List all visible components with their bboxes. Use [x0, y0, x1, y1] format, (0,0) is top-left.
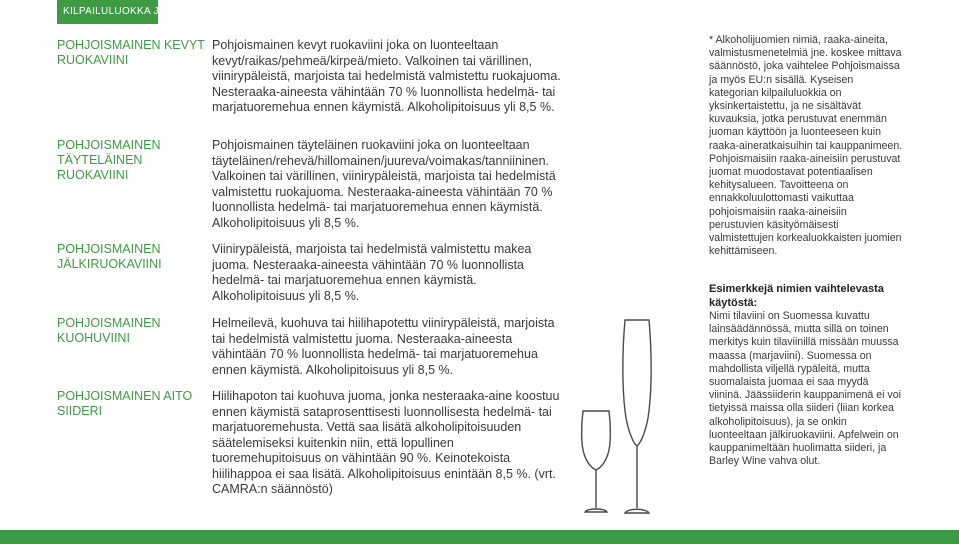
category-tab: KILPAILULUOKKA JA SELITE [57, 0, 158, 24]
category-dessert-wine-title: POHJOISMAINEN JÄLKIRUOKAVIINI [57, 242, 162, 271]
category-dessert-wine-description: Viinirypäleistä, marjoista tai hedelmistä valmistettu makea juoma. Nesteraaka-aineesta vähintään 70 % luonnollista hedelmä- tai marjatuoremehua ennen käymistä. Alkoholipitoisuus yli 8,5 %. [212, 242, 532, 303]
category-full-bodied-wine-description: Pohjoismainen täyteläinen ruokaviini joka on luonteeltaan täyteläinen/rehevä/hillomainen/juureva/voimakas/tanniininen. Valkoinen tai värillinen, viinirypäleistä, marjoista tai hedelmistä valmistettu ruokajuoma. Nesteraaka-aineesta vähintään 70 % luonnollista hedelmä- tai marjatuoremehua ennen käymistä. Alkoholipitoisuus yli 8,5 %. [212, 138, 556, 230]
examples-text: Nimi tilaviini on Suomessa kuvattu lainsäädännössä, mutta sillä on toinen merkitys kuin tilaviinillä missään muussa maassa (marjaviini). Suomessa on mahdollista viljellä rypäleitä, mutta suomalaista juomaa ei saa myydä viininä. Jäässiiderin kauppanimenä ei voi tietyissä maissa olla siideri (liian korkea alkoholipitoisuus), ja se onkin luonteeltaan jälkiruokaviini. Apfelwein on kauppanimeltään huolimatta siideri, ja Barley Wine vahva olut. [709, 310, 901, 468]
footnote [709, 34, 904, 258]
champagne-flute-icon [617, 318, 657, 518]
category-light-wine-title: POHJOISMAINEN KEVYT RUOKAVIINI [57, 38, 205, 67]
category-cider-description: Hiilihapoton tai kuohuva juoma, jonka nesteraaka-aine koostuu ennen käymistä sataprosenttisesti luonnollisesta hedelmä- tai marjatuoremehusta. Vettä saa lisätä alkoholipitoisuuden säätelemiseksi kuitenkin niin, että lopullinen tuoremehupitoisuus on vähintään 90 %. Keinotekoista hiilihappoa ei saa lisätä. Alkoholipitoisuus enintään 8,5 %. (vrt. CAMRA:n säännöstö) [212, 389, 560, 496]
footer-bar [0, 530, 959, 544]
examples-heading: Esimerkkejä nimien vaihtelevasta käytöstä: [709, 283, 884, 309]
wine-glass-icon [578, 408, 614, 518]
category-cider-title: POHJOISMAINEN AITO SIIDERI [57, 389, 193, 418]
category-light-wine-description: Pohjoismainen kevyt ruokaviini joka on luonteeltaan kevyt/raikas/pehmeä/kirpeä/mieto. Valkoinen tai värillinen, viinirypäleistä, marjoista tai hedelmistä valmistettu ruokajuoma. Nesteraaka-aineesta vähintään 70 % luonnollista hedelmä- tai marjatuoremehua ennen käymistä. Alkoholipitoisuus yli 8,5 %. [212, 38, 561, 114]
category-full-bodied-wine-title: POHJOISMAINEN TÄYTELÄINEN RUOKAVIINI [57, 138, 161, 182]
category-sparkling-wine-title: POHJOISMAINEN KUOHUVIINI [57, 316, 161, 345]
footnote-text: * Alkoholijuomien nimiä, raaka-aineita, valmistusmenetelmiä jne. koskee mittava säännöstö, joka vaihtelee Pohjoismaissa ja myös EU:n sisällä. Kyseisen kategorian kilpailuluokkia on yksinkertaistettu, ja ne sisältävät kuvauksia, jotka perustuvat enemmän juoman käyttöön ja luonteeseen kuin raaka-aineratkaisuihin tai kauppanimeen. Pohjoismaisiin raaka-aineisiin perustuvat juomat muodostavat potentiaalisen kehitysalueen. Tavoitteena on ennakkoluulottomasti vaikuttaa pohjoismaisiin raaka-aineisiin perustuvien käsityömäisesti valmistettujen korkealuokkaisten juomien kehittämiseen. [709, 34, 903, 258]
examples-section [709, 283, 904, 468]
category-sparkling-wine-description: Helmeilevä, kuohuva tai hiilihapotettu viinirypäleistä, marjoista tai hedelmistä valmistettu juoma. Nesteraaka-aineesta vähintään 70 % luonnollista hedelmä- tai marjatuoremehua ennen käymistä. Alkoholipitoisuus yli 8,5 %. [212, 316, 555, 377]
